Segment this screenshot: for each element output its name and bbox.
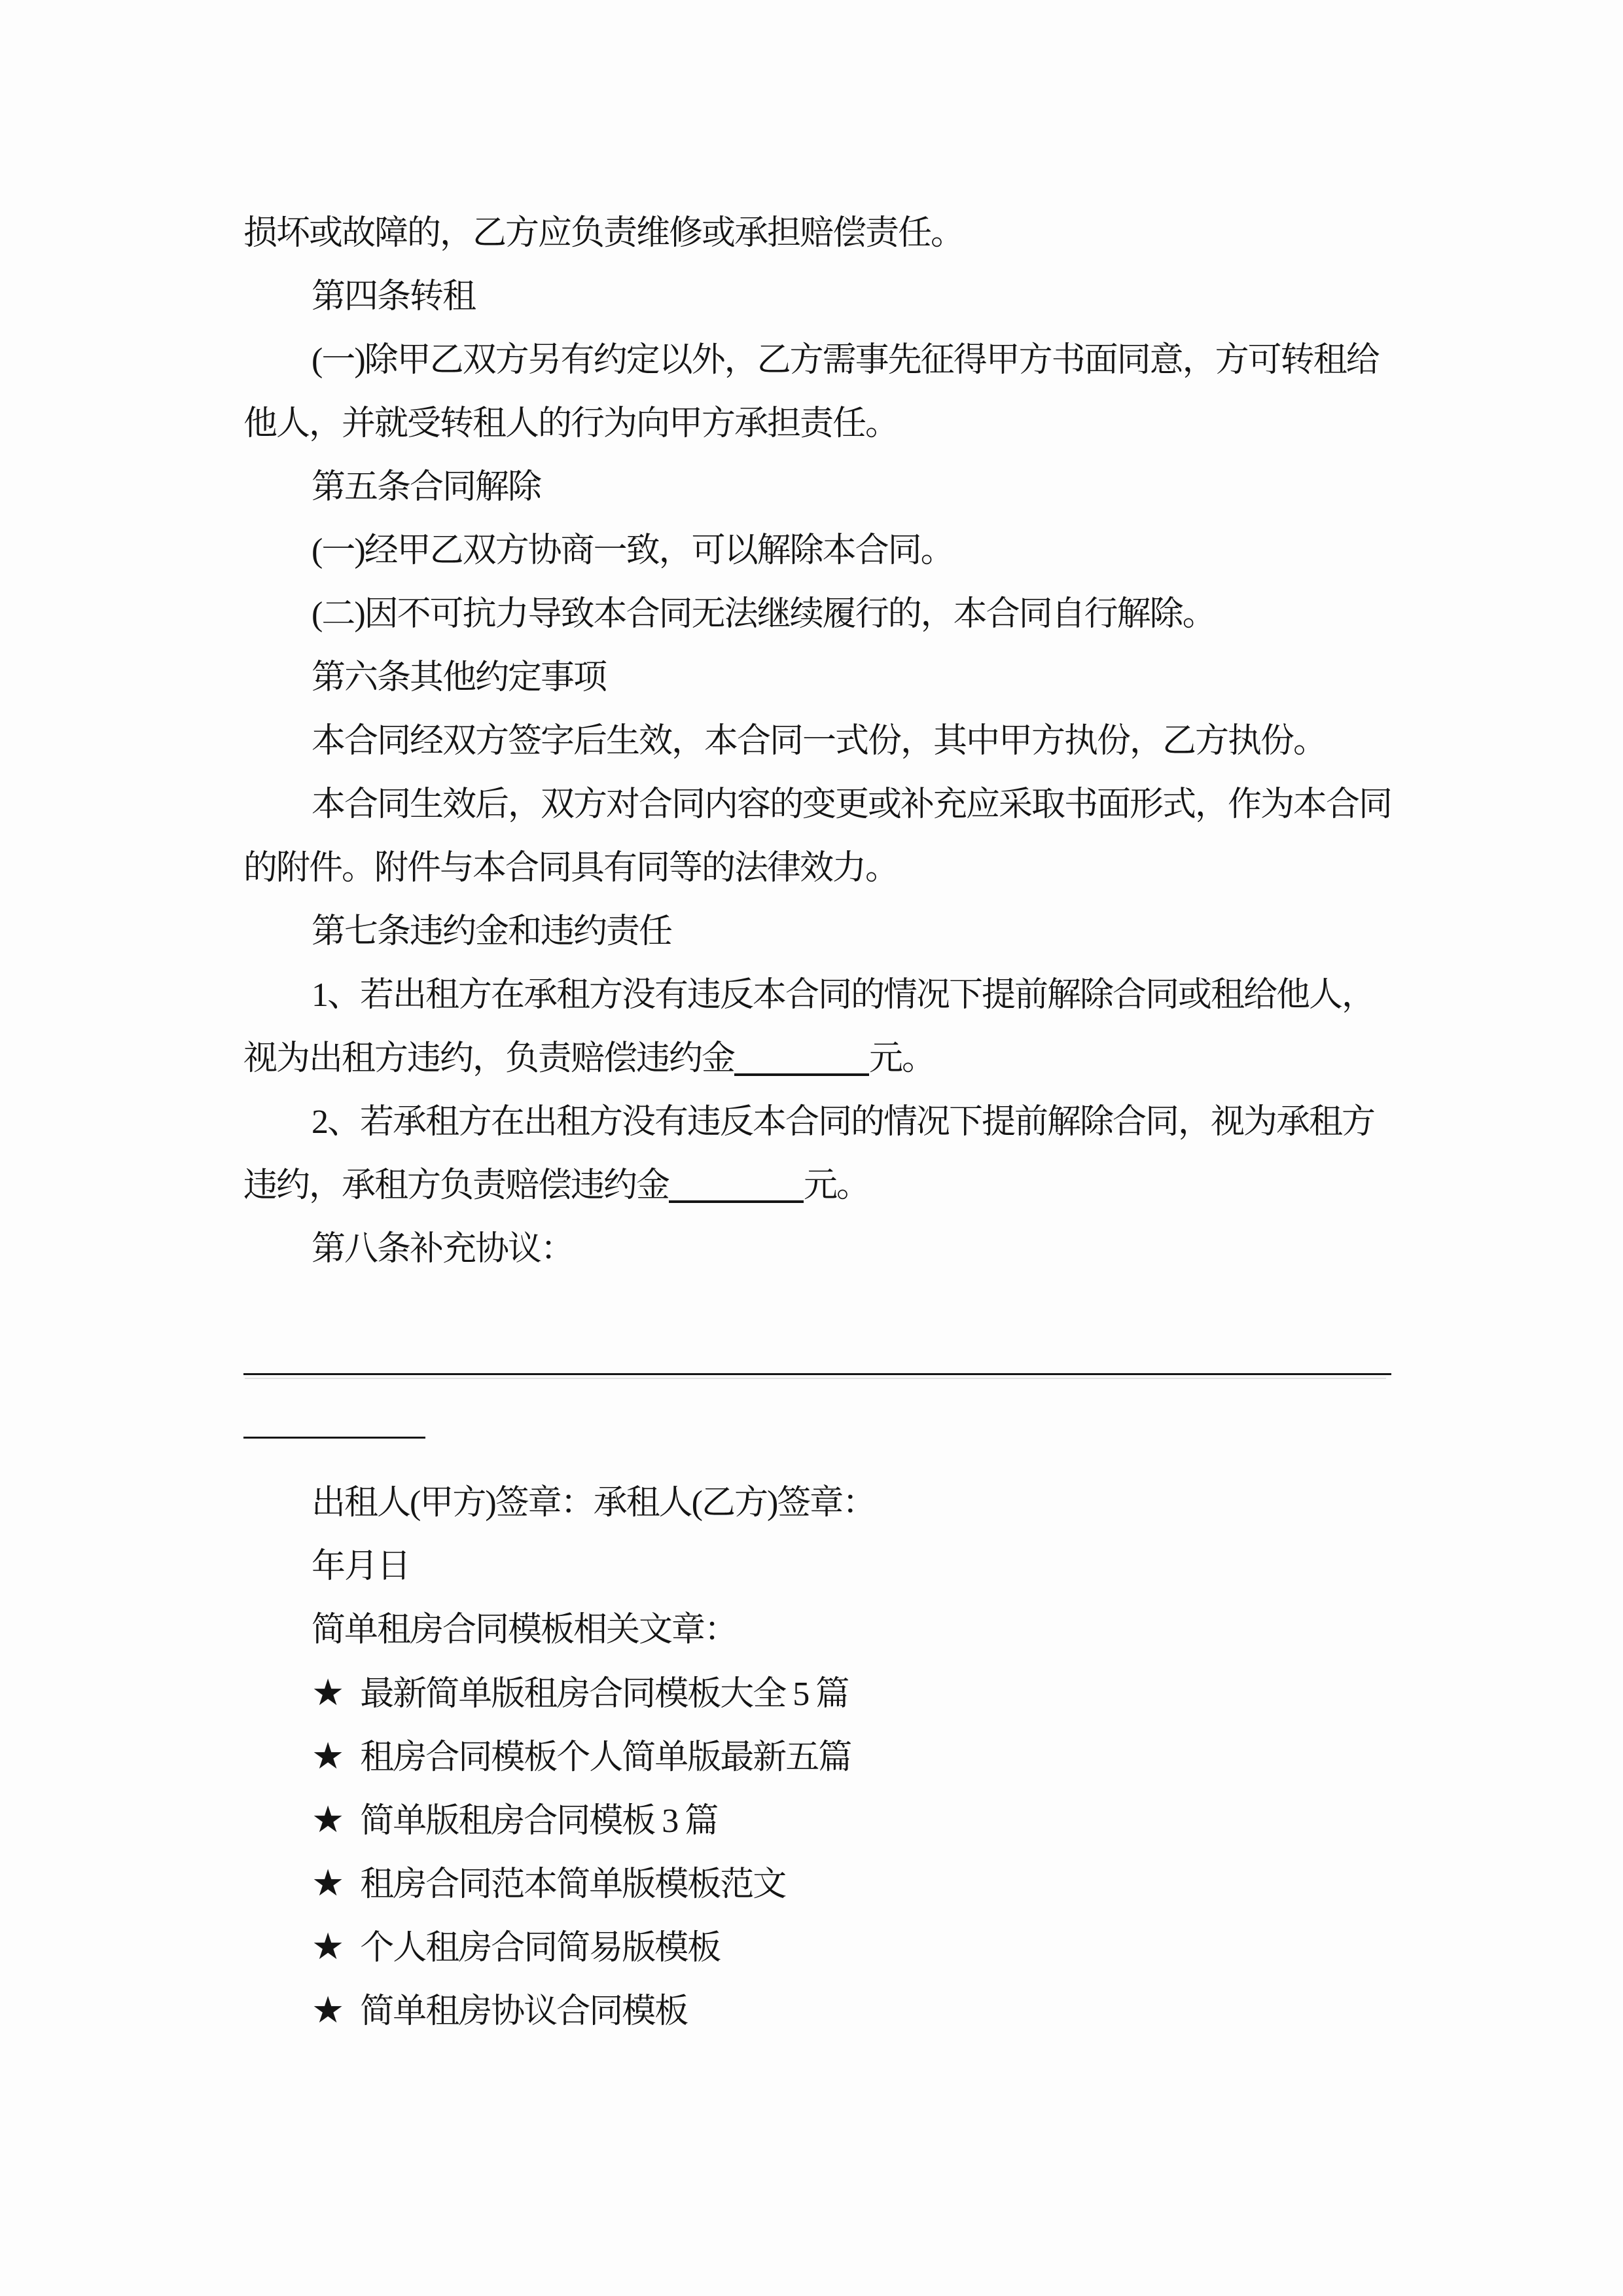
penalty-prefix-lessor: 视为出租方违约，负责赔偿违约金 [243, 1040, 735, 1077]
clause-7-item-1-line-2 [243, 1027, 1391, 1090]
related-article-label: 简单版租房合同模板 3 篇 [360, 1803, 718, 1840]
star-icon: ★ [312, 1927, 345, 1967]
supplement-blank-row-short [243, 1408, 1391, 1471]
related-article-item-6 [243, 1979, 1391, 2043]
date-line: 年月日 [312, 1548, 410, 1585]
blank-fill-underline [669, 1200, 804, 1203]
star-icon: ★ [312, 1990, 345, 2031]
related-article-label: 最新简单版租房合同模板大全 5 篇 [360, 1676, 849, 1713]
supplement-rule-short [243, 1437, 425, 1439]
clause-4-heading: 第四条转租 [312, 278, 476, 315]
related-article-item-2 [243, 1725, 1391, 1789]
clause-6-heading: 第六条其他约定事项 [312, 659, 607, 696]
related-article-label: 租房合同模板个人简单版最新五篇 [360, 1739, 851, 1776]
empty-row [243, 1281, 1391, 1344]
clause-7-item-2-line-1: 2、若承租方在出租方没有违反本合同的情况下提前解除合同，视为承租方 [312, 1103, 1375, 1141]
penalty-prefix-lessee: 违约，承租方负责赔偿违约金 [243, 1167, 669, 1204]
penalty-suffix-lessor: 元。 [869, 1040, 935, 1077]
star-icon: ★ [312, 1673, 345, 1713]
clause-7-heading: 第七条违约金和违约责任 [312, 913, 672, 950]
supplement-blank-row-long [243, 1344, 1391, 1408]
related-article-item-5 [243, 1916, 1391, 1979]
clause-7-item-1-line-1: 1、若出租方在承租方没有违反本合同的情况下提前解除合同或租给他人， [312, 977, 1375, 1014]
related-article-item-3 [243, 1789, 1391, 1852]
clause-5-item-2: (二)因不可抗力导致本合同无法继续履行的，本合同自行解除。 [312, 596, 1215, 633]
clause-8-heading: 第八条补充协议： [312, 1230, 574, 1268]
clause-5-item-1: (一)经甲乙双方协商一致，可以解除本合同。 [312, 532, 954, 569]
related-article-item-4 [243, 1852, 1391, 1916]
clause-6-text-1: 本合同经双方签字后生效，本合同一式份，其中甲方执份，乙方执份。 [312, 723, 1327, 760]
supplement-rule-long [243, 1373, 1391, 1375]
blank-fill-underline [734, 1073, 869, 1076]
related-article-label: 租房合同范本简单版模板范文 [360, 1866, 786, 1903]
related-articles-heading: 简单租房合同模板相关文章： [312, 1611, 738, 1649]
related-article-item-1 [243, 1662, 1391, 1725]
star-icon: ★ [312, 1736, 345, 1777]
clause-5-heading: 第五条合同解除 [312, 469, 541, 506]
signature-line: 出租人(甲方)签章：承租人(乙方)签章： [312, 1484, 876, 1522]
clause-7-item-2-line-2 [243, 1154, 1391, 1217]
clause-4-item-1-line-2: 他人，并就受转租人的行为向甲方承担责任。 [243, 405, 899, 442]
star-icon: ★ [312, 1863, 345, 1904]
damage-liability-line: 损坏或故障的，乙方应负责维修或承担赔偿责任。 [243, 215, 964, 252]
clause-6-text-2-line-1: 本合同生效后，双方对合同内容的变更或补充应采取书面形式，作为本合同 [312, 786, 1392, 823]
related-article-label: 个人租房合同简易版模板 [360, 1929, 721, 1967]
clause-4-item-1-line-1: (一)除甲乙双方另有约定以外，乙方需事先征得甲方书面同意，方可转租给 [312, 342, 1379, 379]
penalty-suffix-lessee: 元。 [804, 1167, 870, 1204]
related-article-label: 简单租房协议合同模板 [360, 1993, 688, 2030]
star-icon: ★ [312, 1800, 345, 1840]
supplement-rule-long-shadow [245, 1378, 1386, 1379]
clause-6-text-2-line-2: 的附件。附件与本合同具有同等的法律效力。 [243, 850, 899, 887]
